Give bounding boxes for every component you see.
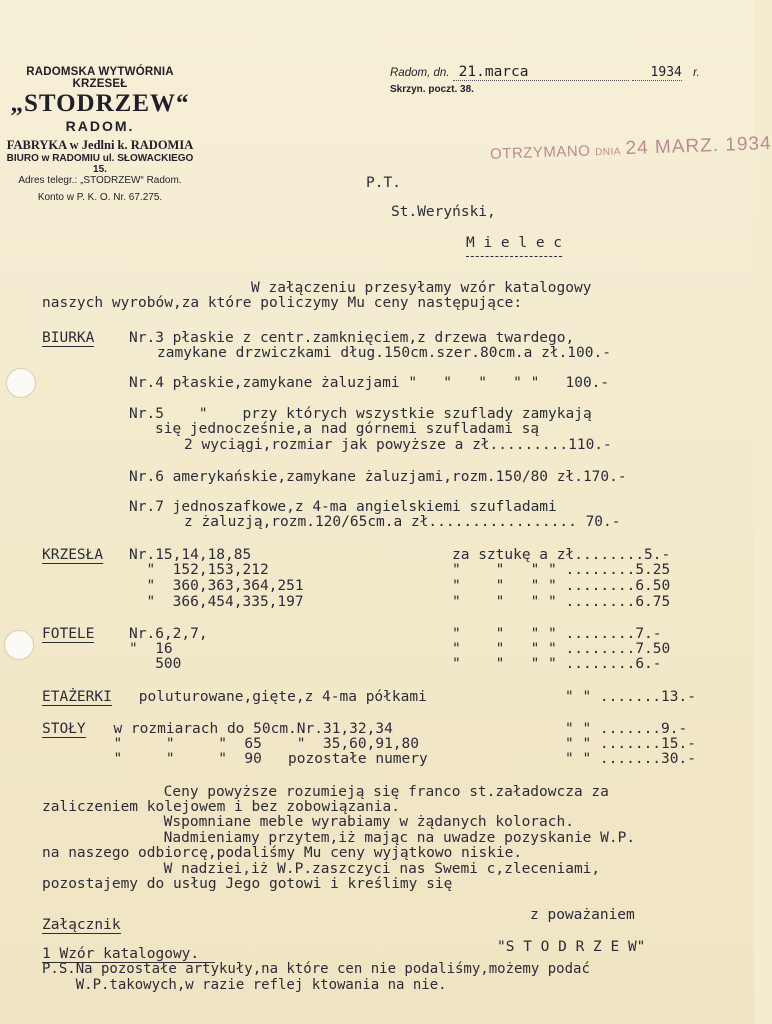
- etazerki-price: " " .......13.-: [565, 689, 696, 705]
- bank-account: Konto w P. K. O. Nr. 67.275.: [37, 192, 163, 203]
- section-heading-etazerki: ETAŻERKI: [42, 689, 112, 705]
- intro-line: naszych wyrobów,za które policzymy Mu ceny następujące:: [42, 295, 523, 311]
- company-name: RADOMSKA WYTWÓRNIA KRZESEŁ: [26, 66, 174, 90]
- section-heading-stoly: STOŁY: [42, 721, 86, 737]
- biurka-line: Nr.7 jednoszafkowe,z 4-ma angielskiemi szufladami: [129, 499, 557, 515]
- krzesla-line: " 366,454,335,197: [129, 594, 304, 610]
- biurka-line: z żaluzją,rozm.120/65cm.a zł................. 70.-: [184, 514, 621, 530]
- intro-line: W załączeniu przesyłamy wzór katalogowy: [251, 280, 592, 296]
- attachment-heading: Załącznik: [42, 917, 121, 933]
- letter-date: 21.marca: [453, 64, 629, 81]
- punch-hole: [4, 630, 34, 660]
- factory-line: FABRYKA w Jedlni k. RADOMIA: [6, 138, 194, 152]
- closing-line: na naszego odbiorcę,podaliśmy Mu ceny wyjątkowo niskie.: [42, 845, 523, 861]
- krzesla-price: za sztukę a zł........5.-: [452, 547, 671, 563]
- closing-line: zaliczeniem kolejowem i bez zobowiązania.: [42, 799, 400, 815]
- biurka-line: się jednocześnie,a nad górnemi szufladami są: [155, 421, 540, 437]
- closing-line: pozostajemy do usług Jego gotowi i kreślimy się: [42, 876, 453, 892]
- attachment-item: 1 Wzór katalogowy.: [42, 947, 215, 963]
- biurka-line: Nr.6 amerykańskie,zamykane żaluzjami,rozm.150/80 zł.170.-: [129, 469, 627, 485]
- section-heading-fotele: FOTELE: [42, 626, 95, 642]
- krzesla-line: " 360,363,364,251: [129, 578, 304, 594]
- section-heading-krzesla: KRZESŁA: [42, 547, 104, 563]
- punch-hole: [6, 368, 36, 398]
- stoly-price: " " .......30.-: [565, 751, 696, 767]
- regards: z poważaniem: [530, 907, 635, 923]
- fotele-price: " " " " ........7.50: [452, 641, 671, 657]
- krzesla-price: " " " " ........6.75: [452, 594, 671, 610]
- fotele-price: " " " " ........7.-: [452, 626, 662, 642]
- biurka-line: 2 wyciągi,rozmiar jak powyższe a zł.........110.-: [184, 437, 612, 453]
- po-box: Skrzyn. poczt. 38.: [390, 84, 474, 95]
- stoly-line: " " " 65 " 35,60,91,80: [96, 736, 420, 752]
- krzesla-price: " " " " ........6.50: [452, 578, 671, 594]
- ps-line: W.P.takowych,w razie reflej ktowania na nie.: [42, 977, 447, 993]
- krzesla-price: " " " " ........5.25: [452, 562, 671, 578]
- krzesla-line: Nr.15,14,18,85: [129, 547, 252, 563]
- place-label: Radom, dn.: [390, 67, 450, 79]
- recipient-name: St.Weryński,: [391, 204, 496, 220]
- biurka-line: Nr.4 płaskie,zamykane żaluzjami " " " " " 100.-: [129, 375, 610, 391]
- closing-line: Wspomniane meble wyrabiamy w żądanych kolorach.: [120, 814, 574, 830]
- telegram-address: Adres telegr.: „STODRZEW“ Radom.: [18, 175, 182, 186]
- stamp-date: 24 MARZ. 1934: [625, 133, 772, 160]
- stamp-word: OTRZYMANO: [489, 142, 591, 163]
- signature: "S T O D R Z E W": [497, 939, 646, 955]
- office-address: BIURO w RADOMIU ul. SŁOWACKIEGO 15.: [6, 153, 194, 175]
- closing-line: W nadziei,iż W.P.zaszczyci nas Swemi c,zleceniami,: [120, 861, 601, 877]
- biurka-line: zamykane drzwiczkami dług.150cm.szer.80cm.a zł.100.-: [157, 345, 611, 361]
- closing-line: Ceny powyższe rozumieją się franco st.załadowcza za: [120, 784, 609, 800]
- section-heading-biurka: BIURKA: [42, 330, 95, 346]
- stamp-dnia: DNIA: [594, 146, 622, 159]
- letter-year: 1934: [632, 65, 682, 81]
- brand-name: „STODRZEW“: [10, 90, 190, 117]
- received-stamp: [490, 133, 772, 165]
- company-city: RADOM.: [65, 118, 135, 134]
- recipient-pt: P.T.: [366, 175, 401, 191]
- fotele-line: Nr.6,2,7,: [129, 626, 208, 642]
- krzesla-line: " 152,153,212: [129, 562, 269, 578]
- recipient-city: M i e l e c: [466, 236, 562, 257]
- biurka-line: Nr.3 płaskie z centr.zamknięciem,z drzewa twardego,: [129, 330, 575, 346]
- stoly-line: w rozmiarach do 50cm.Nr.31,32,34: [96, 721, 393, 737]
- closing-line: Nadmieniamy przytem,iż mając na uwadze pozyskanie W.P.: [120, 830, 636, 846]
- stoly-price: " " .......9.-: [565, 721, 688, 737]
- stoly-price: " " .......15.-: [565, 736, 696, 752]
- ps-line: P.S.Na pozostałe artykuły,na które cen nie podaliśmy,możemy podać: [42, 961, 590, 977]
- fotele-line: " 16: [129, 641, 173, 657]
- year-suffix: r.: [693, 67, 700, 79]
- fotele-line: 500: [129, 656, 182, 672]
- fotele-price: " " " " ........6.-: [452, 656, 662, 672]
- stoly-line: " " " 90 pozostałe numery: [96, 751, 428, 767]
- biurka-line: Nr.5 " przy których wszystkie szuflady zamykają: [129, 406, 592, 422]
- letterhead: [0, 66, 200, 203]
- etazerki-line: poluturowane,gięte,z 4-ma półkami: [130, 689, 427, 705]
- place-date: [390, 64, 730, 81]
